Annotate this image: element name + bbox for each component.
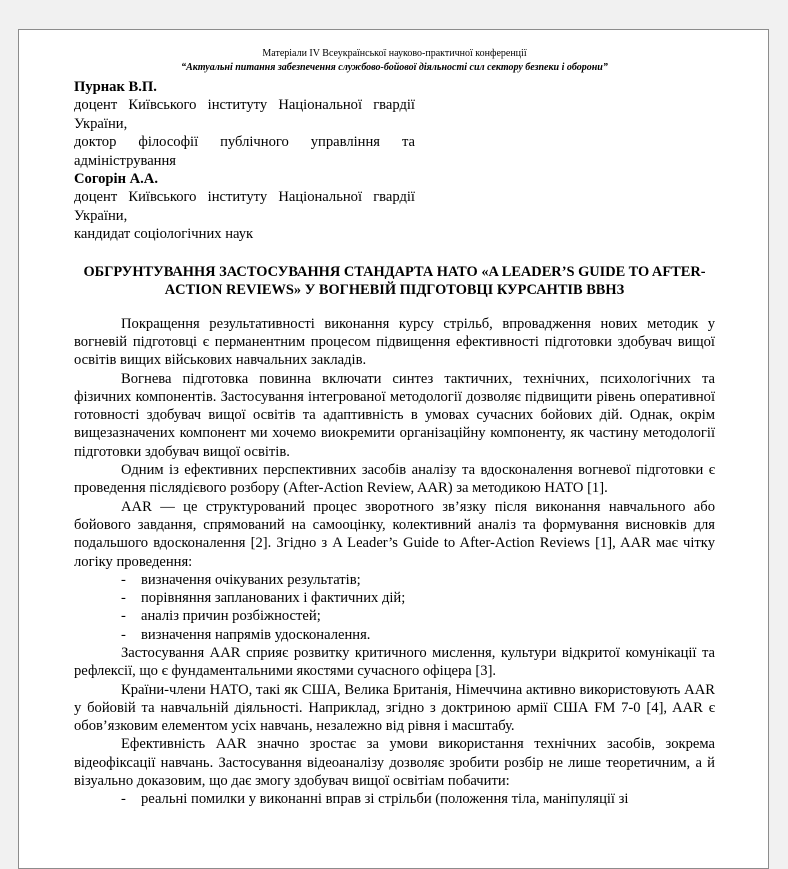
list-item-text: аналіз причин розбіжностей;: [141, 608, 321, 625]
author-name: Пурнак В.П.: [74, 79, 157, 95]
list-marker: -: [121, 626, 126, 643]
list-item: [74, 790, 715, 808]
conference-header-line2: “Актуальні питання забезпечення службово-бойової діяльності сил сектору безпеки і оборони”: [181, 62, 608, 73]
list-item-text: визначення напрямів удосконалення.: [141, 626, 371, 643]
list-item: [74, 607, 715, 625]
list-item: [74, 589, 715, 607]
list-item: [74, 626, 715, 644]
list-item-text: визначення очікуваних результатів;: [141, 571, 361, 588]
body-paragraph: Покращення результативності виконання курсу стрільб, впровадження нових методик у вогневій підготовці є перманентним процесом підвищення ефективності підготовки здобувач вищої освітів вищих військових навчальних закладів.: [74, 315, 715, 369]
authors-block: [74, 78, 415, 244]
bullet-list: [74, 790, 715, 808]
list-item-text: порівняння запланованих і фактичних дій;: [141, 590, 406, 607]
author-affiliation: доцент Київського інституту Національної гвардії України,: [74, 189, 415, 224]
list-item: [74, 571, 715, 589]
conference-header-line1: Матеріали IV Всеукраїнської науково-практичної конференції: [262, 48, 527, 59]
body-paragraph: AAR — це структурований процес зворотного зв’язку після виконання навчального або бойового завдання, спрямований на самооцінку, колективний аналіз та формування висновків для подальшого вдосконалення [2]. Згідно з A Leader’s Guide to After-Action Reviews [1], AAR має чітку логіку проведення:: [74, 498, 715, 570]
page-content: [74, 30, 715, 809]
author-degree: кандидат соціологічних наук: [74, 226, 254, 243]
article-title: ОБГРУНТУВАННЯ ЗАСТОСУВАННЯ СТАНДАРТА НАТО «A LEADER’S GUIDE TO AFTER-ACTION REVIEWS» У ВОГНЕВІЙ ПІДГОТОВЦІ КУРСАНТІВ ВВНЗ: [83, 263, 706, 298]
list-marker: -: [121, 608, 126, 625]
article-body: [74, 315, 715, 809]
author-affiliation: доцент Київського інституту Національної гвардії України,: [74, 97, 415, 132]
body-paragraph: Ефективність AAR значно зростає за умови використання технічних засобів, зокрема відеофіксації навчань. Застосування відеоаналізу дозволяє зробити розбір не лише теоретичним, а й візуально доказовим, що дає змогу здобувач вищої освітіам побачити:: [74, 736, 715, 790]
body-paragraph: Вогнева підготовка повинна включати синтез тактичних, технічних, психологічних та фізичних компонентів. Застосування інтегрованої методології дозволяє підвищити рівень оперативної готовності здобувач вищої освітів та адаптивність в умовах сучасних бойових дій. Однак, окрім вищезазначених компонент ми хочемо виокремити організаційну компоненту, як частину методології підготовки здобувач вищої освітів.: [74, 370, 715, 460]
bullet-list: [74, 571, 715, 644]
list-item-text: реальні помилки у виконанні вправ зі стрільби (положення тіла, маніпуляції зі: [141, 791, 629, 808]
body-paragraph: Застосування AAR сприяє розвитку критичного мислення, культури відкритої комунікації та рефлексії, що є фундаментальними якостями сучасного офіцера [3].: [74, 645, 715, 680]
author-degree: доктор філософії публічного управління та адміністрування: [74, 134, 415, 169]
author-name: Согорін А.А.: [74, 171, 158, 188]
body-paragraph: Одним із ефективних перспективних засобів аналізу та вдосконалення вогневої підготовки є проведення післядієвого розбору (After-Action Review, AAR) за методикою НАТО [1].: [74, 462, 715, 497]
list-marker: -: [121, 590, 126, 607]
body-paragraph: Країни-члени НАТО, такі як США, Велика Британія, Німеччина активно використовують AAR у бойовій та навчальній діяльності. Наприклад, згідно з доктриною армії США FM 7-0 [4], AAR є обов’язковим елементом усіх навчань, незалежно від рівня і масштабу.: [74, 681, 715, 735]
document-page: [18, 29, 769, 869]
list-marker: -: [121, 571, 126, 588]
list-marker: -: [121, 791, 126, 808]
